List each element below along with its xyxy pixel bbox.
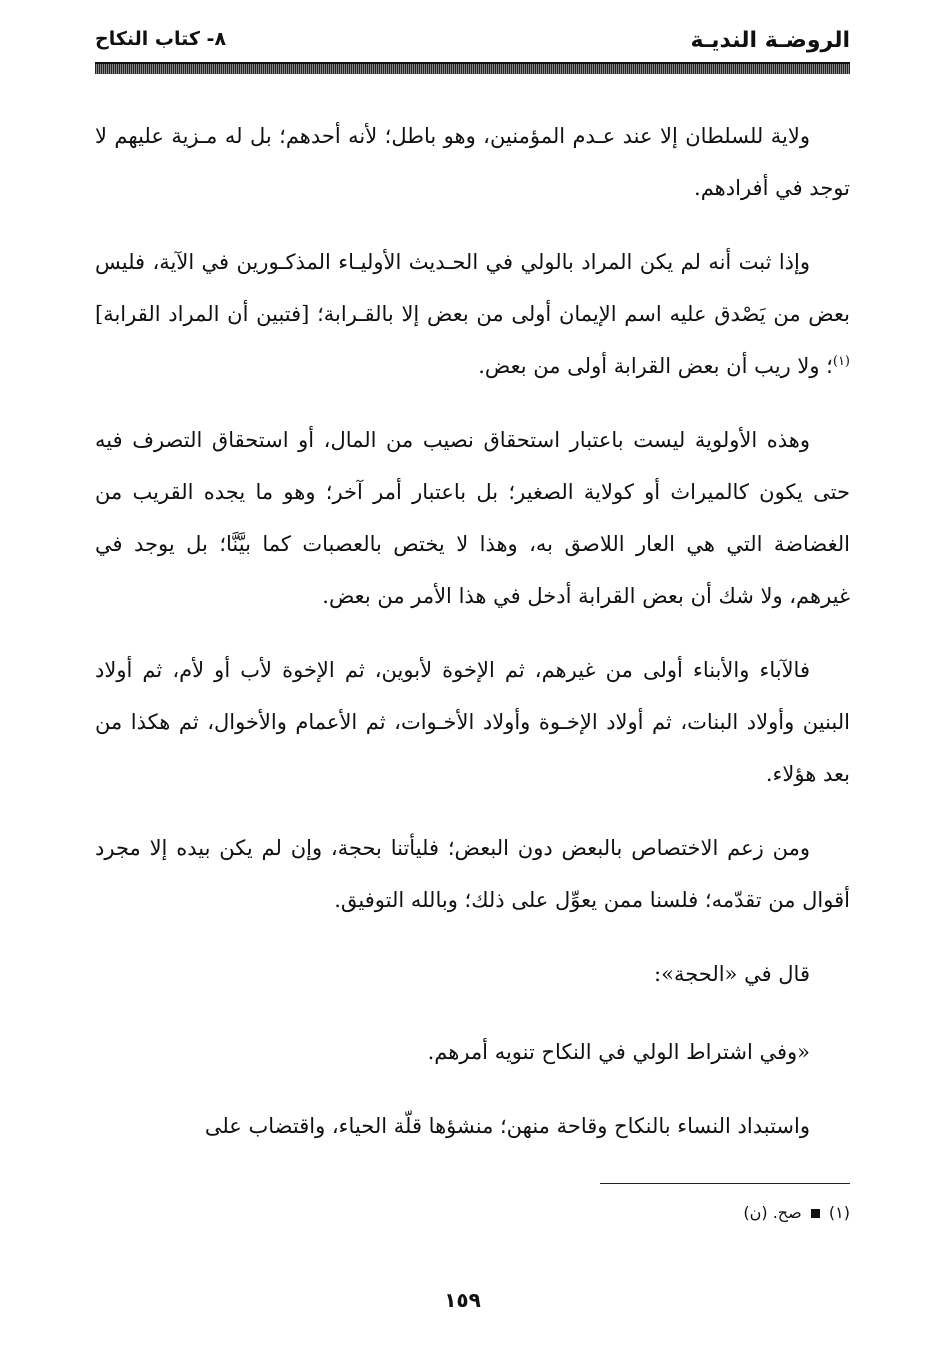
footnote-text: صح. (ن): [743, 1203, 802, 1222]
footnote: [743, 1203, 850, 1222]
paragraph-text: وإذا ثبت أنه لم يكن المراد بالولي في الحـديث الأوليـاء المذكـورين في الآية، فليس بعض من يَصْدق عليه اسم الإيمان أولى من بعض إلا بالقـرابة؛: [95, 250, 850, 326]
paragraph: وهذه الأولوية ليست باعتبار استحقاق نصيب من المال، أو استحقاق التصرف فيه حتى يكون كالميراث أو كولاية الصغير؛ بل باعتبار أمر آخر؛ وهو ما يجده القريب من الغضاضة التي هي العار اللاصق به، وهذا لا يختص بالعصبات كما بيَّنَّا؛ بل يوجد في غيرهم، ولا شك أن بعض القرابة أدخل في هذا الأمر من بعض.: [95, 428, 850, 608]
quoted-paragraph: «وفي اشتراط الولي في النكاح تنويه أمرهم.: [427, 1040, 810, 1064]
quoted-paragraph: واستبداد النساء بالنكاح وقاحة منهن؛ منشؤها قلّة الحياء، واقتضاب على: [204, 1114, 810, 1138]
paragraph: فالآباء والأبناء أولى من غيرهم، ثم الإخوة لأبوين، ثم الإخوة لأب أو لأم، ثم أولاد البنين وأولاد البنات، ثم أولاد الإخـوة وأولاد الأخـوات، ثم الأعمام والأخوال، ثم هكذا من بعد هؤلاء.: [95, 658, 850, 786]
header-divider: [95, 62, 850, 74]
page-number: ١٥٩: [444, 1288, 481, 1312]
quote-source: قال في «الحجة»:: [654, 962, 810, 986]
book-title: الروضـة النديـة: [690, 28, 850, 53]
running-header: [95, 28, 850, 58]
square-bullet-icon: [811, 1209, 820, 1218]
footnote-number: (١): [828, 1203, 850, 1222]
paragraph: [95, 236, 850, 392]
bracketed-text: [فتبين أن المراد القرابة]: [95, 302, 310, 326]
main-text: [95, 110, 850, 1174]
footnote-divider: [600, 1183, 850, 1184]
paragraph-text: ؛ ولا ريب أن بعض القرابة أولى من بعض.: [478, 354, 833, 378]
paragraph: ولاية للسلطان إلا عند عـدم المؤمنين، وهو باطل؛ لأنه أحدهم؛ بل له مـزية عليهم لا توجد في أفرادهم.: [95, 124, 850, 200]
paragraph: ومن زعم الاختصاص بالبعض دون البعض؛ فليأتنا بحجة، وإن لم يكن بيده إلا مجرد أقوال من تقدّمه؛ فلسنا ممن يعوِّل على ذلك؛ وبالله التوفيق.: [95, 836, 850, 912]
footnote-reference[interactable]: (١): [832, 354, 850, 369]
chapter-title: ٨- كتاب النكاح: [95, 28, 227, 50]
